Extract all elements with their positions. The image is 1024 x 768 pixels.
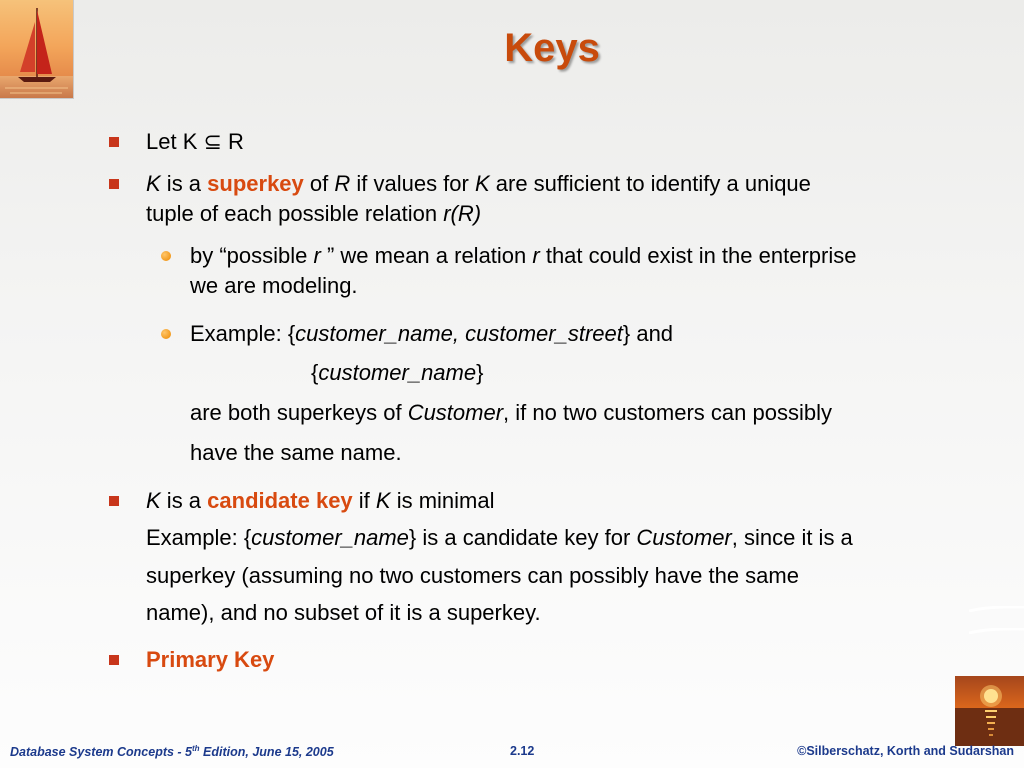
bullet-candidate-key: K is a candidate key if K is minimal — [146, 488, 495, 513]
term-candidate-key: candidate key — [207, 488, 353, 513]
subset-symbol: ⊆ — [203, 129, 222, 154]
subbullet-example-line4: have the same name. — [190, 440, 402, 465]
bullet-let-k — [146, 129, 244, 155]
round-bullet-icon — [161, 251, 171, 261]
subbullet-possible-r-line2: we are modeling. — [190, 273, 358, 298]
square-bullet-icon — [109, 496, 119, 506]
slide-title: Keys — [504, 26, 600, 70]
bullet-text: R — [221, 129, 244, 154]
footer-right: ©Silberschatz, Korth and Sudarshan — [797, 744, 1014, 758]
square-bullet-icon — [109, 137, 119, 147]
subbullet-example: Example: {customer_name, customer_street} and — [190, 321, 674, 346]
bullet-primary-key — [146, 647, 274, 673]
subbullet-example-line3: are both superkeys of Customer, if no two customers can possibly — [190, 400, 832, 425]
square-bullet-icon — [109, 179, 119, 189]
term-superkey: superkey — [207, 171, 304, 196]
footer-left: Database System Concepts - 5th Edition, June 15, 2005 — [10, 744, 334, 760]
bullet-superkey-line2: tuple of each possible relation r(R) — [146, 201, 482, 226]
bullet-candidate-key-line3: superkey (assuming no two customers can possibly have the same — [146, 563, 799, 588]
term-primary-key: Primary Key — [146, 647, 275, 672]
bullet-text: Let K — [146, 129, 204, 154]
footer-page-number: 2.12 — [510, 744, 535, 758]
bullet-candidate-key-example: Example: {customer_name} is a candidate key for Customer, since it is a — [146, 525, 853, 550]
round-bullet-icon — [161, 329, 171, 339]
subbullet-possible-r: by “possible r ” we mean a relation r that could exist in the enterprise — [190, 243, 857, 268]
bullet-superkey: K is a superkey of R if values for K are sufficient to identify a unique — [146, 171, 811, 196]
bullet-candidate-key-line4: name), and no subset of it is a superkey. — [146, 600, 541, 625]
subbullet-example-line2: {customer_name} — [311, 360, 484, 385]
square-bullet-icon — [109, 655, 119, 665]
